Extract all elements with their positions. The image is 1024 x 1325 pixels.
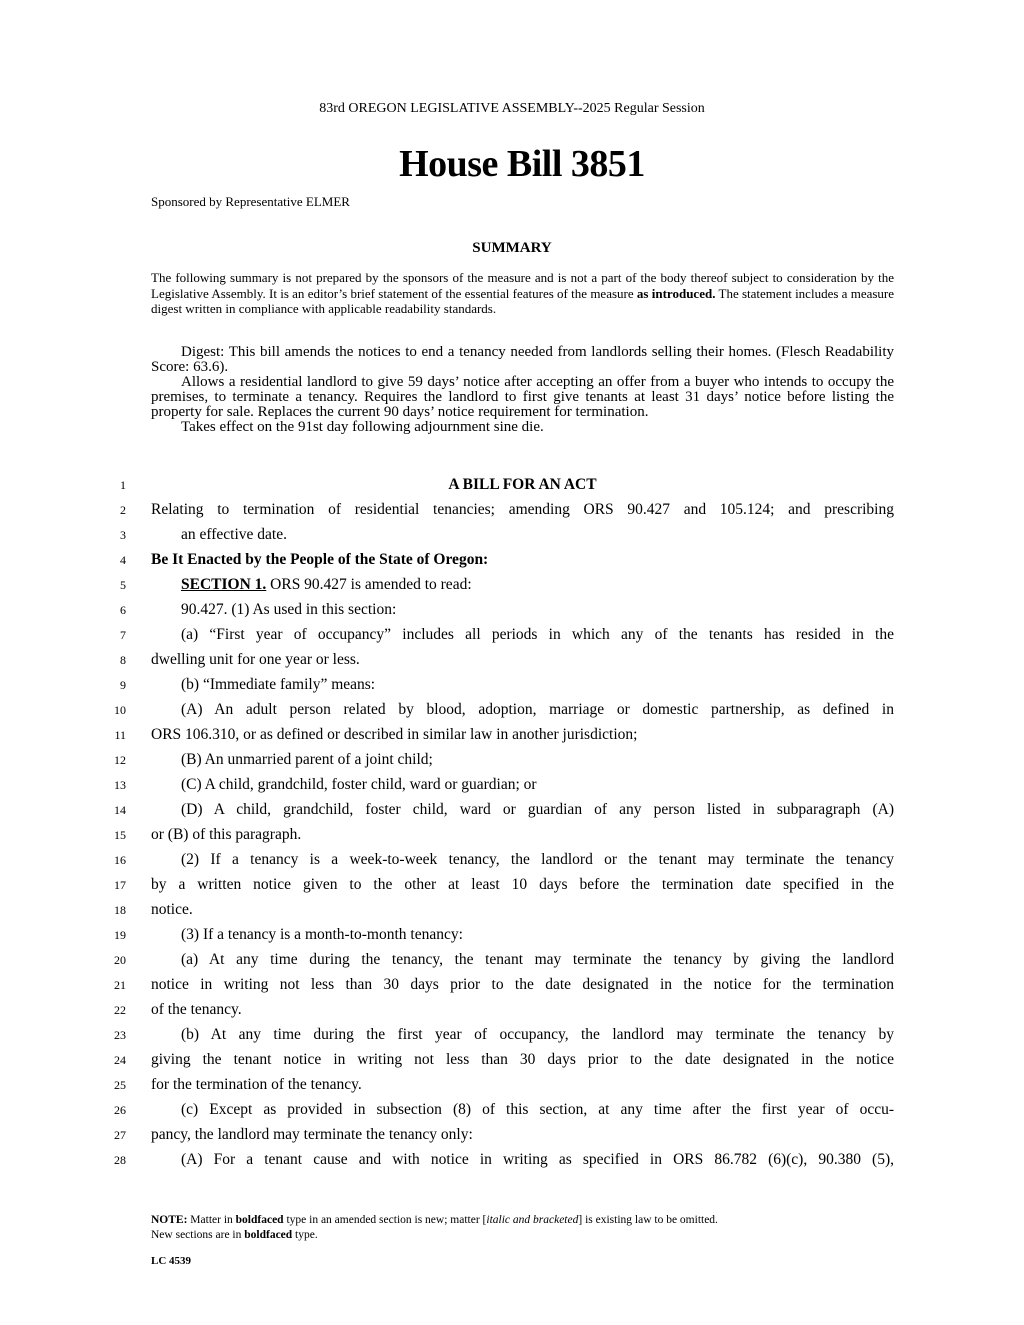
line-number: 17 <box>114 878 126 892</box>
line-number: 27 <box>114 1128 126 1142</box>
line-number: 6 <box>120 603 126 617</box>
bill-line: dwelling unit for one year or less. <box>151 651 360 668</box>
summary-heading: SUMMARY <box>472 240 552 256</box>
bill-line: notice in writing not less than 30 days prior to the date designated in the notice for the termination <box>151 976 894 993</box>
digest-paragraph: Digest: This bill amends the notices to end a tenancy needed from landlords selling their homes. (Flesch Readability Score: 63.6). <box>151 344 894 375</box>
line-number: 18 <box>114 903 126 917</box>
line-number: 26 <box>114 1103 126 1117</box>
enacting-clause: Be It Enacted by the People of the State of Oregon: <box>151 551 489 568</box>
line-number: 15 <box>114 828 126 842</box>
bill-line: ORS 106.310, or as defined or described in similar law in another jurisdiction; <box>151 726 638 743</box>
line-number: 5 <box>120 578 126 592</box>
line-number: 28 <box>114 1153 126 1167</box>
bill-line: by a written notice given to the other at least 10 days before the termination date specified in the <box>151 876 894 893</box>
bill-line: or (B) of this paragraph. <box>151 826 302 843</box>
bill-line: (3) If a tenancy is a month-to-month tenancy: <box>181 926 463 943</box>
line-number: 14 <box>114 803 126 817</box>
bill-line: (c) Except as provided in subsection (8) of this section, at any time after the first year of occu- <box>181 1101 894 1118</box>
line-number: 3 <box>120 528 126 542</box>
line-number: 21 <box>114 978 126 992</box>
line-number: 7 <box>120 628 126 642</box>
sponsor-line: Sponsored by Representative ELMER <box>151 194 350 209</box>
bill-line: (b) “Immediate family” means: <box>181 676 376 693</box>
bill-line: Relating to termination of residential tenancies; amending ORS 90.427 and 105.124; and prescribing <box>151 501 894 518</box>
bill-line: (A) An adult person related by blood, adoption, marriage or domestic partnership, as defined in <box>181 701 894 718</box>
line-number: 16 <box>114 853 126 867</box>
digest-paragraph: Allows a residential landlord to give 59 days’ notice after accepting an offer from a buyer who intends to occupy the premises, to terminate a tenancy. Requires the landlord to first give tenants at least 31 days’ notice before listing the property for sale. Replaces the current 90 days’ notice requirement for termination. <box>151 374 894 420</box>
line-number: 12 <box>114 753 126 767</box>
line-number: 4 <box>120 553 126 567</box>
act-title: A BILL FOR AN ACT <box>448 476 597 493</box>
bill-line: (A) For a tenant cause and with notice in writing as specified in ORS 86.782 (6)(c), 90.380 (5), <box>181 1151 894 1168</box>
line-number: 24 <box>114 1053 126 1067</box>
bill-line: notice. <box>151 901 193 918</box>
line-number: 8 <box>120 653 126 667</box>
line-number: 19 <box>114 928 126 942</box>
bill-line: 90.427. (1) As used in this section: <box>181 601 397 618</box>
bill-line: (b) At any time during the first year of occupancy, the landlord may terminate the tenancy by <box>181 1026 894 1043</box>
line-number: 1 <box>120 478 126 492</box>
bill-line: an effective date. <box>181 526 287 543</box>
bill-title: House Bill 3851 <box>399 143 645 185</box>
section-line: SECTION 1. ORS 90.427 is amended to read: <box>181 576 472 593</box>
bill-line: (B) An unmarried parent of a joint child; <box>181 751 433 768</box>
bill-line: (D) A child, grandchild, foster child, ward or guardian of any person listed in subparagraph (A) <box>181 801 894 818</box>
line-number: 2 <box>120 503 126 517</box>
line-number: 11 <box>114 728 126 742</box>
bill-line: pancy, the landlord may terminate the tenancy only: <box>151 1126 473 1143</box>
footer-note: NOTE: Matter in boldfaced type in an amended section is new; matter [italic and bracketed] is existing law to be omitted. New sections are in boldfaced type. <box>151 1214 718 1241</box>
line-number: 22 <box>114 1003 126 1017</box>
digest-paragraph: Takes effect on the 91st day following adjournment sine die. <box>181 419 544 435</box>
summary-intro: The following summary is not prepared by the sponsors of the measure and is not a part of the body thereof subject to consideration by the Legislative Assembly. It is an editor’s brief statement of the essential features of the measure as introduced. The statement includes a measure digest written in compliance with applicable readability standards. <box>151 270 895 316</box>
bill-line: for the termination of the tenancy. <box>151 1076 362 1093</box>
bill-line: (a) “First year of occupancy” includes all periods in which any of the tenants has resided in the <box>181 626 894 643</box>
bill-line: (a) At any time during the tenancy, the tenant may terminate the tenancy by giving the landlord <box>181 951 894 968</box>
bill-line: giving the tenant notice in writing not less than 30 days prior to the date designated in the notice <box>151 1051 894 1068</box>
lc-number: LC 4539 <box>151 1255 192 1267</box>
line-number: 20 <box>114 953 126 967</box>
line-number: 25 <box>114 1078 126 1092</box>
digest <box>151 345 894 435</box>
line-number: 13 <box>114 778 126 792</box>
line-number: 23 <box>114 1028 126 1042</box>
bill-line: (C) A child, grandchild, foster child, ward or guardian; or <box>181 776 537 793</box>
line-number: 9 <box>120 678 126 692</box>
bill-line: (2) If a tenancy is a week-to-week tenancy, the landlord or the tenant may terminate the tenancy <box>181 851 894 868</box>
line-number: 10 <box>114 703 126 717</box>
bill-line: of the tenancy. <box>151 1001 242 1018</box>
session-header: 83rd OREGON LEGISLATIVE ASSEMBLY--2025 Regular Session <box>319 101 705 116</box>
section-label: SECTION 1. <box>181 576 267 593</box>
